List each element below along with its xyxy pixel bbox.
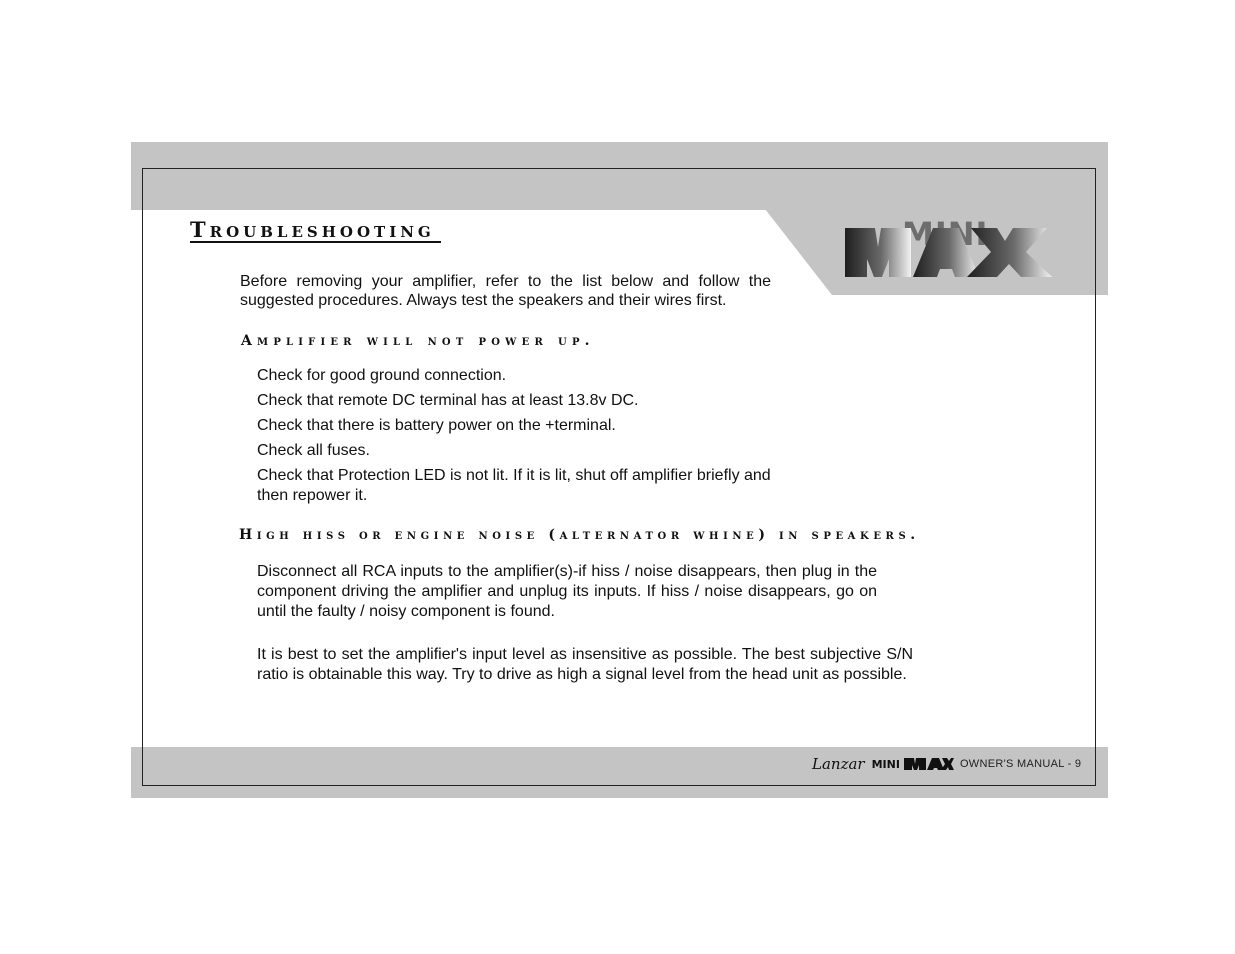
- footer-max-logo: [904, 757, 954, 771]
- section-heading-noise: High hiss or engine noise (alternator whine) in speakers.: [239, 527, 920, 543]
- footer-page-label: OWNER'S MANUAL - 9: [959, 758, 1082, 770]
- footer-max-text: MAX: [903, 757, 907, 758]
- list-item: Check that remote DC terminal has at least 13.8v DC.: [257, 392, 639, 409]
- list-item: Check that there is battery power on the +terminal.: [257, 417, 616, 434]
- footer-brand: Lanzar: [812, 755, 865, 773]
- noise-paragraph-2: It is best to set the amplifier's input level as insensitive as possible. The best subjective S/N ratio is obtainable this way. Try to drive as high a signal level from the head unit as possible.: [257, 646, 913, 683]
- page-title: Troubleshooting: [190, 219, 441, 243]
- list-item: Check for good ground connection.: [257, 367, 507, 384]
- list-item: Check all fuses.: [257, 442, 370, 459]
- list-item: Check that Protection LED is not lit. If it is lit, shut off amplifier briefly and then repower it.: [257, 467, 771, 504]
- footer-mini: MINI: [871, 757, 900, 771]
- noise-paragraph-1: Disconnect all RCA inputs to the amplifier(s)-if hiss / noise disappears, then plug in the component driving the amplifier and unplug its inputs. If hiss / noise disappears, go on until the faulty / noisy component is found.: [257, 563, 877, 620]
- section-heading-power: Amplifier will not power up.: [241, 333, 595, 349]
- intro-paragraph: Before removing your amplifier, refer to the list below and follow the suggested procedures. Always test the speakers and their wires first.: [240, 273, 771, 309]
- power-checklist: [257, 366, 817, 511]
- footer: [812, 752, 1081, 776]
